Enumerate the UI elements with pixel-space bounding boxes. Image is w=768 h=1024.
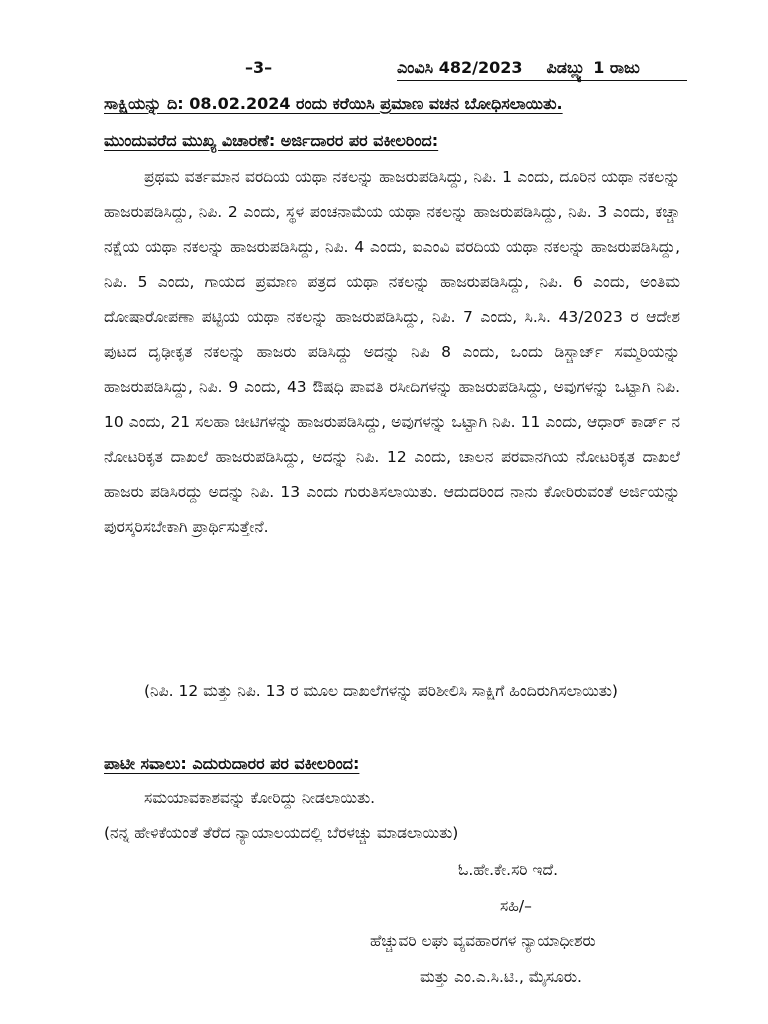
case-reference	[397, 58, 640, 78]
witness-label: ಪಿಡಬ್ಲ್ಯು 1 ರಾಜು	[546, 58, 640, 77]
read-over-line: ಓ.ಹೇ.ಕೇ.ಸರಿ ಇದೆ.	[458, 861, 559, 879]
dictation-note: (ನನ್ನ ಹೇಳಿಕೆಯಂತೆ ತೆರೆದ ನ್ಯಾಯಾಲಯದಲ್ಲಿ ಬೆರಳಚ್ಚು ಮಾಡಲಾಯಿತು)	[104, 824, 459, 842]
page-header	[0, 56, 768, 86]
time-sought-line: ಸಮಯಾವಕಾಶವನ್ನು ಕೋರಿದ್ದು ನೀಡಲಾಯಿತು.	[144, 789, 376, 807]
chief-examination-text: ಪ್ರಥಮ ವರ್ತಮಾನ ವರದಿಯ ಯಥಾ ನಕಲನ್ನು ಹಾಜರುಪಡಿಸಿದ್ದು, ನಿಪಿ. 1 ಎಂದು, ದೂರಿನ ಯಥಾ ನಕಲನ್ನು ಹಾಜರುಪಡಿಸಿದ್ದು, ನಿಪಿ. 2 ಎಂದು, ಸ್ಥಳ ಪಂಚನಾಮೆಯ ಯಥಾ ನಕಲನ್ನು ಹಾಜರುಪಡಿಸಿದ್ದು, ನಿಪಿ. 3 ಎಂದು, ಕಚ್ಚಾ ನಕ್ಷೆಯ ಯಥಾ ನಕಲನ್ನು ಹಾಜರುಪಡಿಸಿದ್ದು, ನಿಪಿ. 4 ಎಂದು, ಐಎಂವಿ ವರದಿಯ ಯಥಾ ನಕಲನ್ನು ಹಾಜರುಪಡಿಸಿದ್ದು, ನಿಪಿ. 5 ಎಂದು, ಗಾಯದ ಪ್ರಮಾಣ ಪತ್ರದ ಯಥಾ ನಕಲನ್ನು ಹಾಜರುಪಡಿಸಿದ್ದು, ನಿಪಿ. 6 ಎಂದು, ಅಂತಿಮ ದೋಷಾರೋಪಣಾ ಪಟ್ಟಿಯ ಯಥಾ ನಕಲನ್ನು ಹಾಜರುಪಡಿಸಿದ್ದು, ನಿಪಿ. 7 ಎಂದು, ಸಿ.ಸಿ. 43/2023 ರ ಆದೇಶ ಪುಟದ ದೃಢೀಕೃತ ನಕಲನ್ನು ಹಾಜರು ಪಡಿಸಿದ್ದು ಅದನ್ನು ನಿಪಿ 8 ಎಂದು, ಒಂದು ಡಿಸ್ಚಾರ್ಜ್ ಸಮ್ಮರಿಯನ್ನು ಹಾಜರುಪಡಿಸಿದ್ದು, ನಿಪಿ. 9 ಎಂದು, 43 ಔಷಧಿ ಪಾವತಿ ರಸೀದಿಗಳನ್ನು ಹಾಜರುಪಡಿಸಿದ್ದು, ಅವುಗಳನ್ನು ಒಟ್ಟಾಗಿ ನಿಪಿ. 10 ಎಂದು, 21 ಸಲಹಾ ಚೀಟಿಗಳನ್ನು ಹಾಜರುಪಡಿಸಿದ್ದು, ಅವುಗಳನ್ನು ಒಟ್ಟಾಗಿ ನಿಪಿ. 11 ಎಂದು, ಆಧಾರ್ ಕಾರ್ಡ್ ನ ನೋಟರಿಕೃತ ದಾಖಲೆ ಹಾಜರುಪಡಿಸಿದ್ದು, ಅದನ್ನು ನಿಪಿ. 12 ಎಂದು, ಚಾಲನ ಪರವಾನಗಿಯ ನೋಟರಿಕೃತ ದಾಖಲೆ ಹಾಜರು ಪಡಿಸಿರದ್ದು ಅದನ್ನು ನಿಪಿ. 13 ಎಂದು ಗುರುತಿಸಲಾಯಿತು. ಆದುದರಿಂದ ನಾನು ಕೋರಿರುವಂತೆ ಅರ್ಜಿಯನ್ನು ಪುರಸ್ಕರಿಸಬೇಕಾಗಿ ಪ್ರಾರ್ಥಿಸುತ್ತೇನೆ.	[104, 168, 680, 536]
originals-returned-text: (ನಿಪಿ. 12 ಮತ್ತು ನಿಪಿ. 13 ರ ಮೂಲ ದಾಖಲೆಗಳನ್ನು ಪರಿಶೀಲಿಸಿ ಸಾಕ್ಷಿಗೆ ಹಿಂದಿರುಗಿಸಲಾಯಿತು)	[144, 682, 618, 700]
signature-label: ಸಹಿ/–	[500, 897, 532, 915]
originals-returned-note	[104, 674, 680, 709]
chief-examination-heading: ಮುಂದುವರೆದ ಮುಖ್ಯ ವಿಚಾರಣೆ: ಅರ್ಜಿದಾರರ ಪರ ವಕೀಲರಿಂದ:	[104, 131, 439, 150]
page-number: –3–	[245, 58, 273, 77]
court-location: ಮತ್ತು ಎಂ.ಎ.ಸಿ.ಟಿ., ಮೈಸೂರು.	[420, 968, 582, 986]
case-number: ಎಂವಿಸಿ 482/2023	[397, 58, 523, 77]
judge-designation: ಹೆಚ್ಚುವರಿ ಲಘು ವ್ಯವಹಾರಗಳ ನ್ಯಾಯಾಧೀಶರು	[370, 932, 596, 950]
cross-examination-heading: ಪಾಟೀ ಸವಾಲು: ಎದುರುದಾರರ ಪರ ವಕೀಲರಿಂದ:	[104, 754, 360, 773]
chief-examination-paragraph	[104, 160, 680, 545]
witness-summoned-heading: ಸಾಕ್ಷಿಯನ್ನು ದಿ: 08.02.2024 ರಂದು ಕರೆಯಿಸಿ ಪ್ರಮಾಣ ವಚನ ಬೋಧಿಸಲಾಯಿತು.	[104, 94, 563, 113]
header-divider	[397, 80, 687, 81]
